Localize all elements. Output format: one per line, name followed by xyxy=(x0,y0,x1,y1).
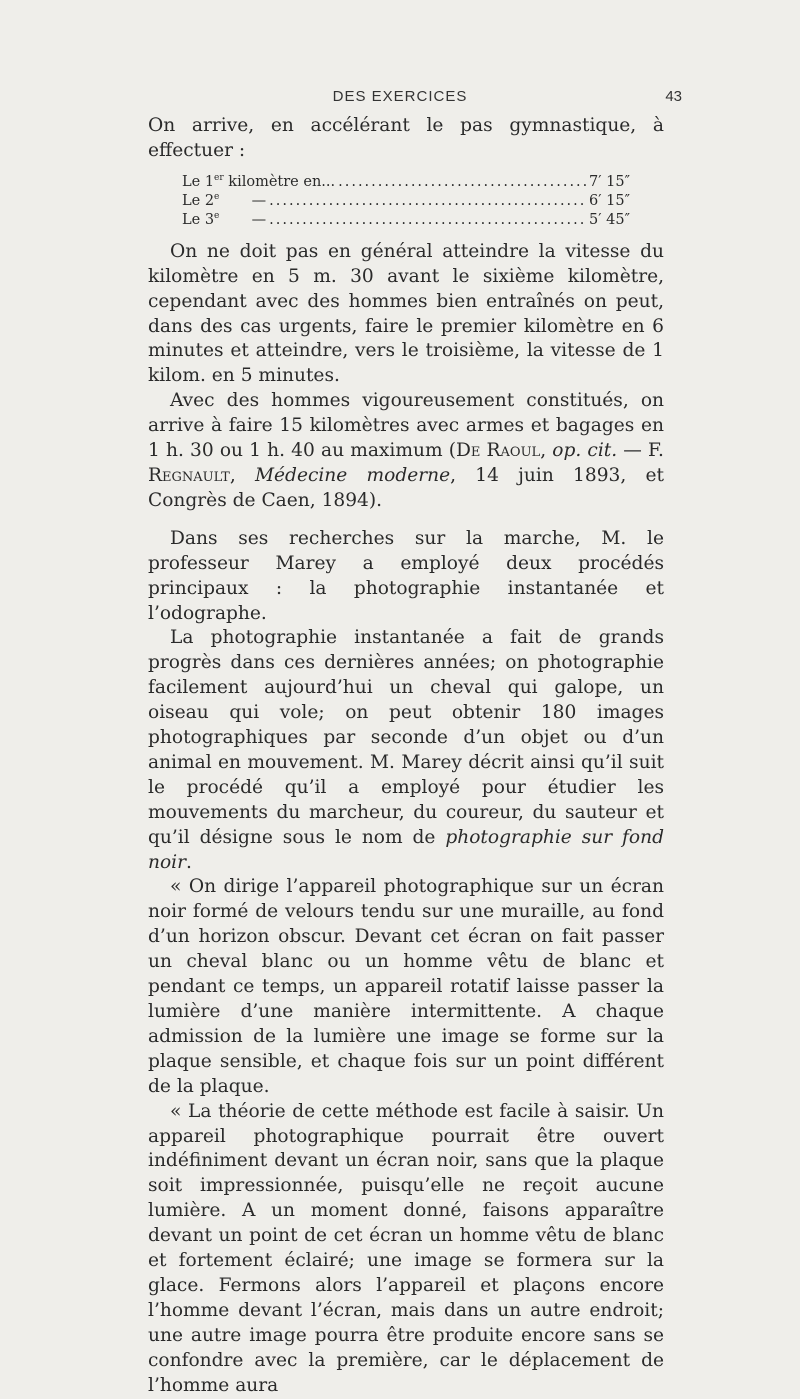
quotation-paragraph: « On dirige l’appareil photographique sur un écran noir formé de velours tendu sur une muraille, au fond d’un horizon obscur. Devant cet écran on fait passer un cheval blanc ou un homme vêtu de blanc et pendant ce temps, un appareil rotatif laisse passer la lumière d’une manière intermittente. A chaque admission de la lumière une image se forme sur la plaque sensible, et chaque fois sur un point différent de la plaque. xyxy=(148,876,664,1097)
paragraph: On ne doit pas en général atteindre la vitesse du kilomètre en 5 m. 30 avant le sixième kilomètre, cependant avec des hommes bien entraînés on peut, dans des cas urgents, faire le premier kilomètre en 6 minutes et atteindre, vers le troisième, la vitesse de 1 kilom. en 5 minutes. xyxy=(148,240,664,387)
page-body xyxy=(148,114,664,1399)
time-row-value: 6′ 15″ xyxy=(589,192,630,209)
time-row-label: Le 1er kilomètre en... xyxy=(182,172,336,190)
page-number: 43 xyxy=(665,88,682,105)
cited-journal: Médecine moderne xyxy=(255,464,451,486)
running-header xyxy=(0,88,800,112)
leader-dots xyxy=(338,173,586,192)
header-title: DES EXERCICES xyxy=(332,88,468,105)
cited-author: Regnault xyxy=(148,464,230,486)
citation-abbrev: op. cit. xyxy=(552,440,618,462)
leader-dots xyxy=(269,211,586,230)
time-row xyxy=(182,211,630,230)
quotation-paragraph: « La théorie de cette méthode est facile à saisir. Un appareil photographique pourrait être ouvert indéfiniment devant un écran noir, sans que la plaque soit impressionnée, puisqu’elle ne reçoit aucune lumière. A un moment donné, faisons apparaître devant un point de cet écran un homme vêtu de blanc et fortement éclairé; une image se formera sur la glace. Fermons alors l’appareil et plaçons encore l’homme devant l’écran, mais dans un autre endroit; une autre image pourra être produite encore sans se confondre avec la première, car le déplacement de l’homme aura xyxy=(148,1100,664,1396)
paragraph-with-citation: Avec des hommes vigoureusement constitués, on arrive à faire 15 kilomètres avec armes et bagages en 1 h. 30 ou 1 h. 40 au maximum (De Raoul, op. cit. — F. Regnault, Médecine moderne, 14 juin 1893, et Congrès de Caen, 1894). xyxy=(148,390,664,511)
italic-term: photographie sur fond noir xyxy=(148,826,664,873)
cited-author: De Raoul xyxy=(456,440,541,462)
time-row-value: 7′ 15″ xyxy=(589,173,630,190)
time-row xyxy=(182,173,630,192)
paragraph-with-term: La photographie instantanée a fait de grands progrès dans ces dernières années; on photographie facilement aujourd’hui un cheval qui galope, un oiseau qui vole; on peut obtenir 180 images photographiques par seconde d’un objet ou d’un animal en mouvement. M. Marey décrit ainsi qu’il suit le procédé qu’il a employé pour étudier les mouvements du marcheur, du coureur, du sauteur et qu’il désigne sous le nom de photographie sur fond noir. xyxy=(148,627,664,873)
paragraph: Dans ses recherches sur la marche, M. le professeur Marey a employé deux procédés principaux : la photographie instantanée et l’odographe. xyxy=(148,527,664,624)
time-row-label: Le 2e — xyxy=(182,191,267,209)
time-row-label: Le 3e — xyxy=(182,210,267,228)
leader-dots xyxy=(269,192,586,211)
intro-line: On arrive, en accélérant le pas gymnastique, à effectuer : xyxy=(148,115,664,161)
kilometer-times-table xyxy=(182,173,630,230)
time-row xyxy=(182,192,630,211)
time-row-value: 5′ 45″ xyxy=(589,211,630,228)
